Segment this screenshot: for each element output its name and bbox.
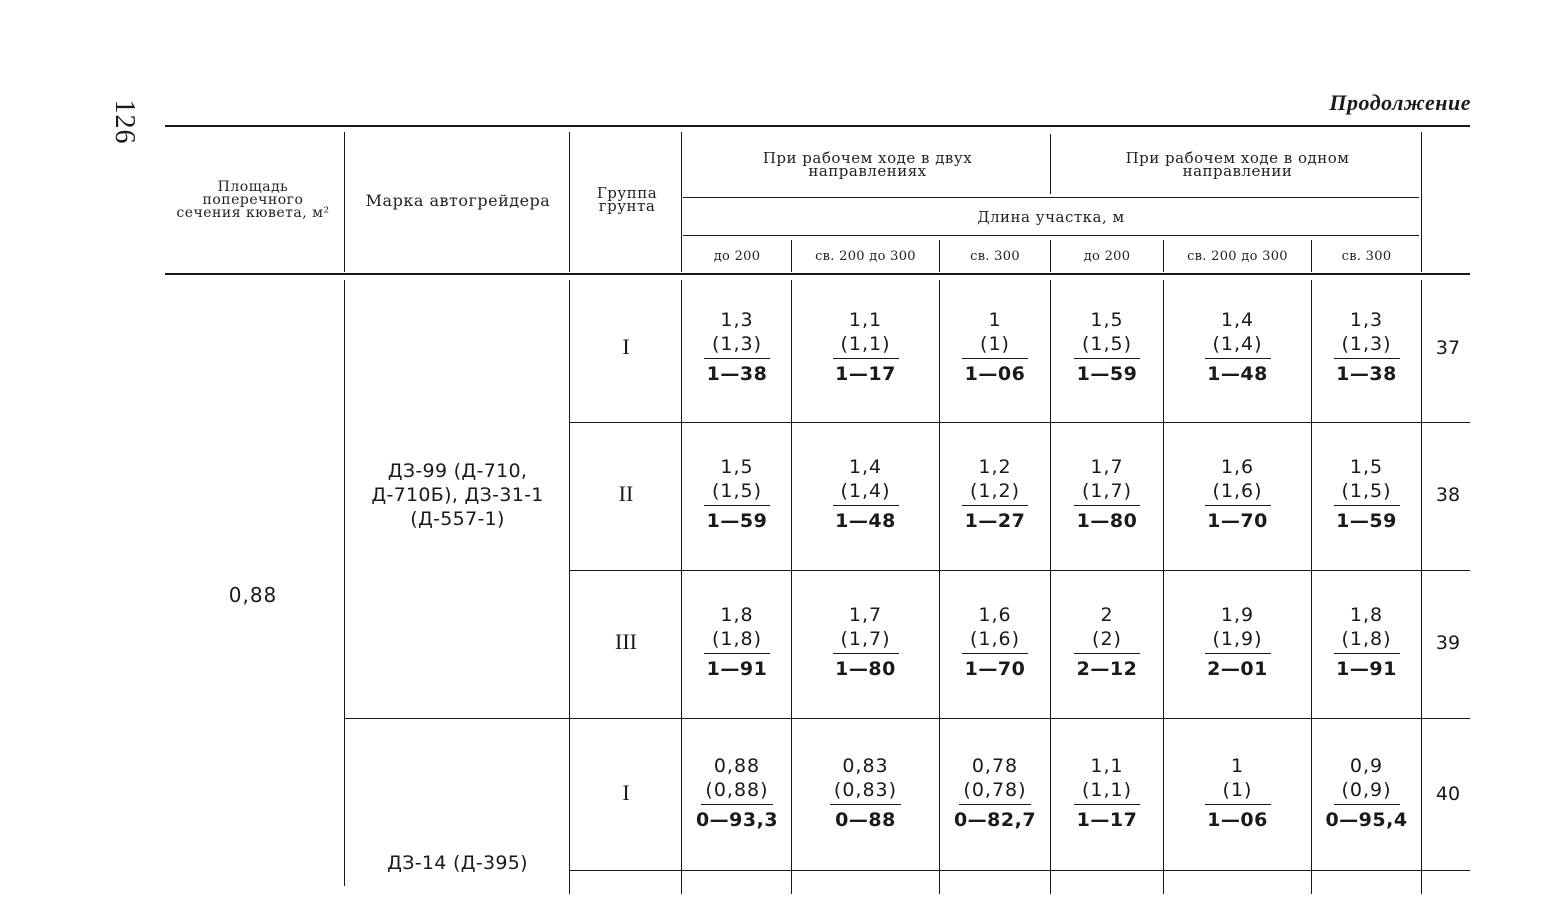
table-cell — [1164, 724, 1311, 864]
cell-mid: (1,6) — [1205, 479, 1271, 506]
table-cell — [940, 724, 1050, 864]
cell-bot: 1—70 — [1207, 509, 1268, 532]
cell-mid: (1,8) — [704, 627, 770, 654]
cell-mid: (1,1) — [833, 332, 899, 359]
table-cell — [792, 280, 939, 416]
cell-top: 1,1 — [1090, 754, 1124, 777]
cell-mid: (1,7) — [833, 627, 899, 654]
cell-mid: (1,6) — [962, 627, 1028, 654]
table-cell — [1051, 574, 1163, 712]
table-cell — [1051, 280, 1163, 416]
subheader-3: св. 300 — [970, 248, 1020, 264]
cell-bot: 1—17 — [1076, 808, 1138, 831]
cell-top: 0,83 — [842, 754, 889, 777]
cell-top: 1,5 — [1090, 308, 1124, 331]
cell-mid: (0,83) — [830, 778, 901, 805]
cell-mid: (1,4) — [833, 479, 899, 506]
cell-top: 1,2 — [978, 455, 1012, 478]
table-cell — [1164, 574, 1311, 712]
cell-bot: 2—12 — [1076, 657, 1138, 680]
cell-bot: 1—59 — [1336, 509, 1397, 532]
table-cell — [1051, 724, 1163, 864]
row-number: 37 — [1435, 337, 1461, 359]
cell-mid: (1,2) — [962, 479, 1028, 506]
row-number: 39 — [1435, 632, 1461, 654]
cell-top: 1,4 — [848, 455, 883, 478]
header-two-directions: При рабочем ходе в двух направлениях — [762, 149, 973, 180]
vrule-h-5 — [1421, 132, 1422, 272]
cell-top: 1,8 — [1349, 603, 1384, 626]
cell-bot: 1—06 — [1207, 808, 1268, 831]
cell-bot: 1—48 — [835, 509, 896, 532]
vrule-h-4 — [1050, 134, 1051, 194]
vrule-b-9 — [1421, 280, 1422, 894]
header-length: Длина участка, м — [977, 207, 1125, 226]
rule-row-3 — [345, 718, 1470, 719]
cell-bot: 1—80 — [1076, 509, 1138, 532]
cell-top: 0,78 — [971, 754, 1019, 777]
cell-top: 1,6 — [978, 603, 1012, 626]
header-area: Площадь поперечного сечения кювета, м² — [176, 178, 330, 221]
cell-top: 1,6 — [1220, 455, 1255, 478]
table-cell — [1312, 280, 1421, 416]
cell-top: 1,8 — [720, 603, 754, 626]
vrule-h-1 — [344, 132, 345, 272]
subheader-1: до 200 — [713, 248, 761, 264]
cell-bot: 1—91 — [1336, 657, 1397, 680]
table-cell — [792, 724, 939, 864]
cell-mid: (1) — [1205, 778, 1271, 805]
table-cell — [1312, 724, 1421, 864]
table-cell — [940, 574, 1050, 712]
cell-bot: 1—70 — [964, 657, 1026, 680]
brand-2: ДЗ-14 (Д-395) — [387, 852, 528, 874]
soil-group: I — [622, 334, 630, 359]
cell-bot: 0—93,3 — [695, 808, 779, 831]
rule-row-4 — [570, 870, 1470, 871]
row-number: 40 — [1435, 783, 1461, 805]
cell-bot: 1—38 — [706, 362, 768, 385]
cell-mid: (1,9) — [1205, 627, 1271, 654]
table-cell — [683, 280, 791, 416]
subheader-5: св. 200 до 300 — [1187, 248, 1288, 264]
cell-top: 2 — [1100, 603, 1114, 626]
rule-length-bottom — [683, 235, 1419, 236]
cell-bot: 1—38 — [1336, 362, 1397, 385]
cell-top: 1 — [1230, 754, 1245, 777]
cell-bot: 1—59 — [1076, 362, 1138, 385]
cell-mid: (0,78) — [959, 778, 1030, 805]
cell-bot: 0—95,4 — [1325, 808, 1408, 831]
table-cell — [1312, 574, 1421, 712]
cell-top: 1,5 — [1349, 455, 1384, 478]
cell-top: 1,5 — [720, 455, 754, 478]
cell-top: 1,1 — [848, 308, 883, 331]
cell-bot: 0—82,7 — [953, 808, 1037, 831]
rule-group-bottom — [683, 197, 1419, 198]
cell-mid: (1,8) — [1334, 627, 1400, 654]
table-cell — [683, 724, 791, 864]
cell-mid: (0,88) — [701, 778, 772, 805]
soil-group: II — [618, 481, 634, 506]
cell-mid: (1,5) — [704, 479, 770, 506]
soil-group: III — [615, 629, 637, 654]
cell-bot: 0—88 — [835, 808, 896, 831]
cell-mid: (1,3) — [704, 332, 770, 359]
soil-group: I — [622, 780, 630, 805]
rule-row-1 — [570, 422, 1470, 423]
cell-top: 1,3 — [1349, 308, 1384, 331]
cell-top: 1,4 — [1220, 308, 1255, 331]
vrule-h-2 — [569, 132, 570, 272]
cell-bot: 1—59 — [706, 509, 768, 532]
cell-top: 0,88 — [713, 754, 761, 777]
cell-mid: (1,7) — [1074, 479, 1140, 506]
table-cell — [1312, 426, 1421, 564]
cell-top: 1,3 — [720, 308, 754, 331]
cell-mid: (0,9) — [1334, 778, 1400, 805]
cell-top: 1,9 — [1220, 603, 1255, 626]
rule-top — [165, 125, 1470, 127]
table-cell — [1164, 280, 1311, 416]
cell-bot: 1—80 — [835, 657, 896, 680]
header-one-direction: При рабочем ходе в одном направлении — [1125, 149, 1350, 180]
cell-bot: 1—91 — [706, 657, 768, 680]
vrule-b-2 — [569, 280, 570, 894]
cell-top: 1,7 — [1090, 455, 1124, 478]
cell-bot: 1—17 — [835, 362, 896, 385]
vrule-b-3 — [681, 280, 682, 894]
cell-mid: (1) — [962, 332, 1028, 359]
cell-mid: (2) — [1074, 627, 1140, 654]
brand-1: ДЗ-99 (Д-710, Д-710Б), ДЗ-31-1 (Д-557-1) — [371, 460, 544, 530]
continuation-label: Продолжение — [1329, 90, 1471, 115]
rule-row-2 — [570, 570, 1470, 571]
subheader-4: до 200 — [1083, 248, 1131, 264]
cell-mid: (1,1) — [1074, 778, 1140, 805]
cell-top: 1,7 — [848, 603, 883, 626]
cell-mid: (1,5) — [1074, 332, 1140, 359]
table-cell — [940, 426, 1050, 564]
area-value: 0,88 — [228, 583, 278, 607]
vrule-h-3 — [681, 132, 682, 272]
cell-bot: 1—06 — [964, 362, 1026, 385]
header-group: Группа грунта — [596, 184, 658, 215]
cell-top: 1 — [988, 308, 1002, 331]
table-cell — [792, 574, 939, 712]
table-cell — [683, 426, 791, 564]
table-cell — [683, 574, 791, 712]
cell-bot: 1—48 — [1207, 362, 1268, 385]
table-cell — [792, 426, 939, 564]
header-brand: Марка автогрейдера — [365, 190, 551, 210]
cell-bot: 2—01 — [1207, 657, 1268, 680]
vrule-b-1 — [344, 280, 345, 886]
cell-mid: (1,3) — [1334, 332, 1400, 359]
subheader-2: св. 200 до 300 — [815, 248, 916, 264]
rule-header-bottom — [165, 273, 1470, 275]
table-cell — [1164, 426, 1311, 564]
cell-mid: (1,4) — [1205, 332, 1271, 359]
table-cell — [1051, 426, 1163, 564]
subheader-6: св. 300 — [1341, 248, 1392, 264]
cell-top: 0,9 — [1349, 754, 1384, 777]
cell-bot: 1—27 — [964, 509, 1026, 532]
cell-mid: (1,5) — [1334, 479, 1400, 506]
table-cell — [940, 280, 1050, 416]
row-number: 38 — [1435, 484, 1461, 506]
page-number: 126 — [109, 99, 140, 145]
